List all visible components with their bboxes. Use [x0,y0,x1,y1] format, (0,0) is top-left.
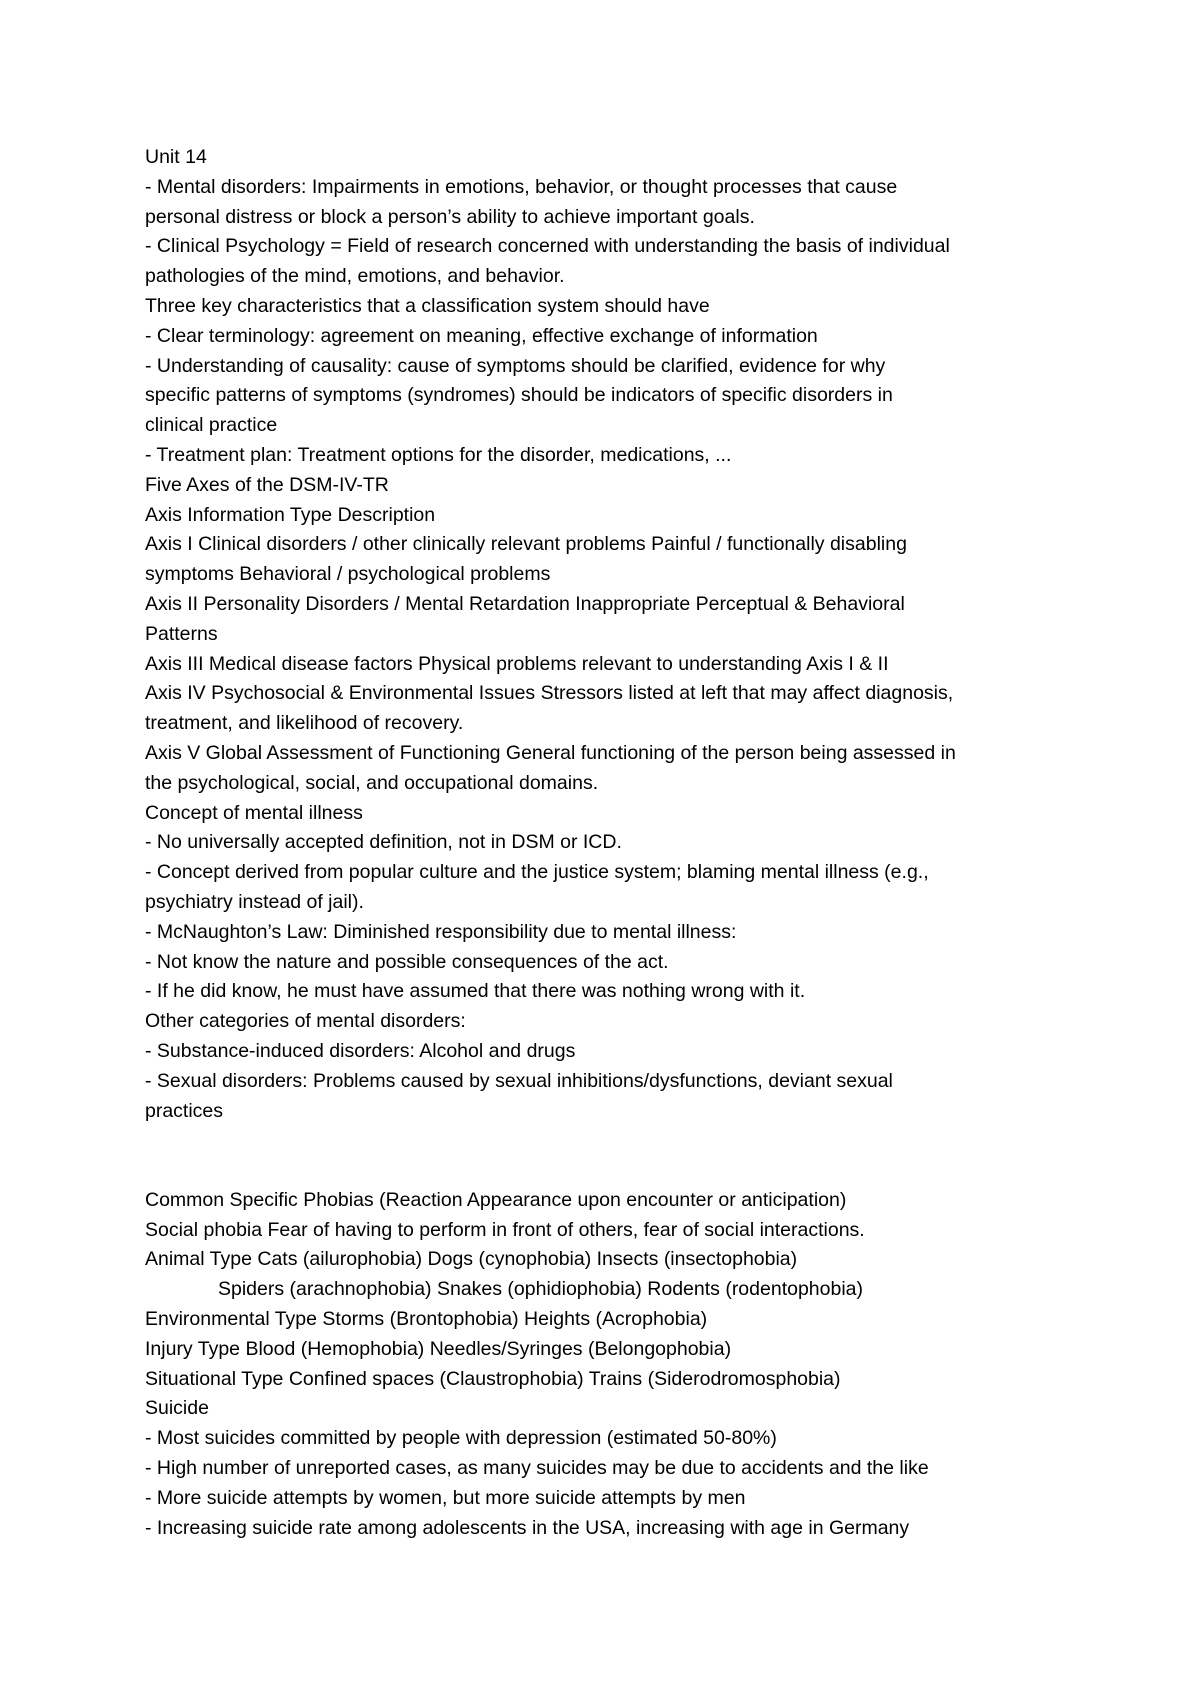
section-heading: Other categories of mental disorders: [145,1010,466,1033]
text-line: Injury Type Blood (Hemophobia) Needles/Syringes (Belongophobia) [145,1337,732,1360]
section-heading: Common Specific Phobias (Reaction Appearance upon encounter or anticipation) [145,1188,847,1211]
text-line-indented: Spiders (arachnophobia) Snakes (ophidiophobia) Rodents (rodentophobia) [218,1278,864,1301]
text-line: treatment, and likelihood of recovery. [145,712,464,735]
section-heading: Five Axes of the DSM-IV-TR [145,473,389,496]
text-line: Social phobia Fear of having to perform in front of others, fear of social interactions. [145,1218,865,1241]
section-heading: Three key characteristics that a classification system should have [145,294,710,317]
text-line: - McNaughton’s Law: Diminished responsibility due to mental illness: [145,920,737,943]
text-line: - Understanding of causality: cause of symptoms should be clarified, evidence for why [145,354,886,377]
text-line: Axis V Global Assessment of Functioning General functioning of the person being assessed in [145,741,956,764]
text-line: personal distress or block a person’s ability to achieve important goals. [145,205,755,228]
text-line: - No universally accepted definition, not in DSM or ICD. [145,831,622,854]
text-line: clinical practice [145,414,278,437]
text-line: - Concept derived from popular culture and the justice system; blaming mental illness (e.g., [145,861,929,884]
text-line: Axis III Medical disease factors Physical problems relevant to understanding Axis I & II [145,652,889,675]
section-heading: Concept of mental illness [145,801,363,824]
text-line: Axis IV Psychosocial & Environmental Issues Stressors listed at left that may affect diagnosis, [145,682,954,705]
text-line: Axis I Clinical disorders / other clinically relevant problems Painful / functionally disabling [145,533,907,556]
text-line: Axis II Personality Disorders / Mental Retardation Inappropriate Perceptual & Behavioral [145,592,905,615]
text-line: - Substance-induced disorders: Alcohol and drugs [145,1039,576,1062]
text-line: - Increasing suicide rate among adolescents in the USA, increasing with age in Germany [145,1516,910,1539]
text-line: - High number of unreported cases, as many suicides may be due to accidents and the like [145,1457,929,1480]
table-header-line: Axis Information Type Description [145,503,436,526]
text-line: - Not know the nature and possible consequences of the act. [145,950,669,973]
text-line: - If he did know, he must have assumed that there was nothing wrong with it. [145,980,806,1003]
text-line: pathologies of the mind, emotions, and behavior. [145,265,565,288]
document-body [145,143,1085,1543]
blank-line [145,1156,1085,1186]
text-line: - Treatment plan: Treatment options for the disorder, medications, ... [145,443,732,466]
text-line: specific patterns of symptoms (syndromes) should be indicators of specific disorders in [145,384,893,407]
section-heading: Suicide [145,1397,209,1420]
text-line: psychiatry instead of jail). [145,890,364,913]
text-line: - Most suicides committed by people with depression (estimated 50-80%) [145,1427,777,1450]
text-line: - Mental disorders: Impairments in emotions, behavior, or thought processes that cause [145,175,898,198]
text-line: - Sexual disorders: Problems caused by sexual inhibitions/dysfunctions, deviant sexual [145,1069,893,1092]
text-line: symptoms Behavioral / psychological problems [145,563,551,586]
unit-title: Unit 14 [145,146,207,168]
text-line: - Clinical Psychology = Field of research concerned with understanding the basis of individual [145,235,950,258]
text-line: - More suicide attempts by women, but more suicide attempts by men [145,1486,746,1509]
text-line: Situational Type Confined spaces (Claustrophobia) Trains (Siderodromosphobia) [145,1367,841,1390]
text-line: - Clear terminology: agreement on meaning, effective exchange of information [145,324,818,347]
text-line: Environmental Type Storms (Brontophobia) Heights (Acrophobia) [145,1308,708,1331]
text-line: Animal Type Cats (ailurophobia) Dogs (cynophobia) Insects (insectophobia) [145,1248,798,1271]
text-line: Patterns [145,622,218,645]
text-line: practices [145,1099,224,1122]
blank-line [145,1126,1085,1156]
text-line: the psychological, social, and occupational domains. [145,771,599,794]
